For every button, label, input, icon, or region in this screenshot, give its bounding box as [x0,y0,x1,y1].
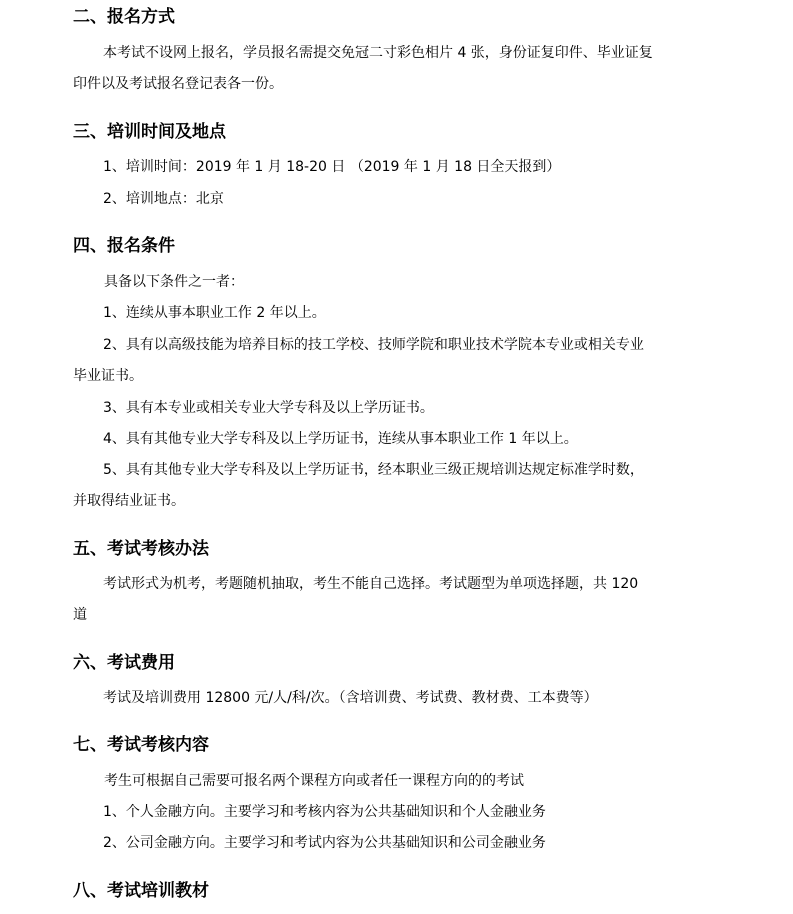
eligibility-intro: 具备以下条件之一者： [104,274,244,290]
exam-method-paragraph-line1: 考试形式为机考，考题随机抽取，考生不能自己选择。考试题型为单项选择题，共 120 [103,576,639,592]
exam-method-paragraph-line2: 道 [73,607,87,623]
exam-content-intro: 考生可根据自己需要可报名两个课程方向或者任一课程方向的的考试 [104,773,524,789]
exam-fees-paragraph: 考试及培训费用 12800 元/人/科/次。（含培训费、考试费、教材费、工本费等） [103,690,598,706]
eligibility-item-2-line1: 2、具有以高级技能为培养目标的技工学校、技师学院和职业技术学院本专业或相关专业 [103,337,644,353]
section-heading-eligibility: 四、报名条件 [73,236,175,256]
eligibility-item-2-line2: 毕业证书。 [73,368,143,384]
section-heading-exam-fees: 六、考试费用 [73,653,175,673]
exam-content-item-1: 1、个人金融方向。主要学习和考核内容为公共基础知识和个人金融业务 [103,804,546,820]
eligibility-item-3: 3、具有本专业或相关专业大学专科及以上学历证书。 [103,400,434,416]
eligibility-item-4: 4、具有其他专业大学专科及以上学历证书，连续从事本职业工作 1 年以上。 [103,431,578,447]
section-heading-exam-content: 七、考试考核内容 [73,735,209,755]
training-time-item: 1、培训时间：2019 年 1 月 18-20 日 （2019 年 1 月 18 日全天报到） [103,159,561,175]
eligibility-item-5-line1: 5、具有其他专业大学专科及以上学历证书，经本职业三级正规培训达规定标准学时数， [103,462,644,478]
eligibility-item-1: 1、连续从事本职业工作 2 年以上。 [103,305,326,321]
section-heading-training-time-place: 三、培训时间及地点 [73,122,226,142]
section-heading-exam-method: 五、考试考核办法 [73,539,209,559]
registration-paragraph-line1: 本考试不设网上报名，学员报名需提交免冠二寸彩色相片 4 张，身份证复印件、毕业证复 [103,45,653,61]
registration-paragraph-line2: 印件以及考试报名登记表各一份。 [73,76,283,92]
exam-content-item-2: 2、公司金融方向。主要学习和考试内容为公共基础知识和公司金融业务 [103,835,546,851]
section-heading-registration-method: 二、报名方式 [73,7,175,27]
eligibility-item-5-line2: 并取得结业证书。 [73,493,185,509]
training-place-item: 2、培训地点：北京 [103,191,224,207]
section-heading-training-materials: 八、考试培训教材 [73,881,209,901]
